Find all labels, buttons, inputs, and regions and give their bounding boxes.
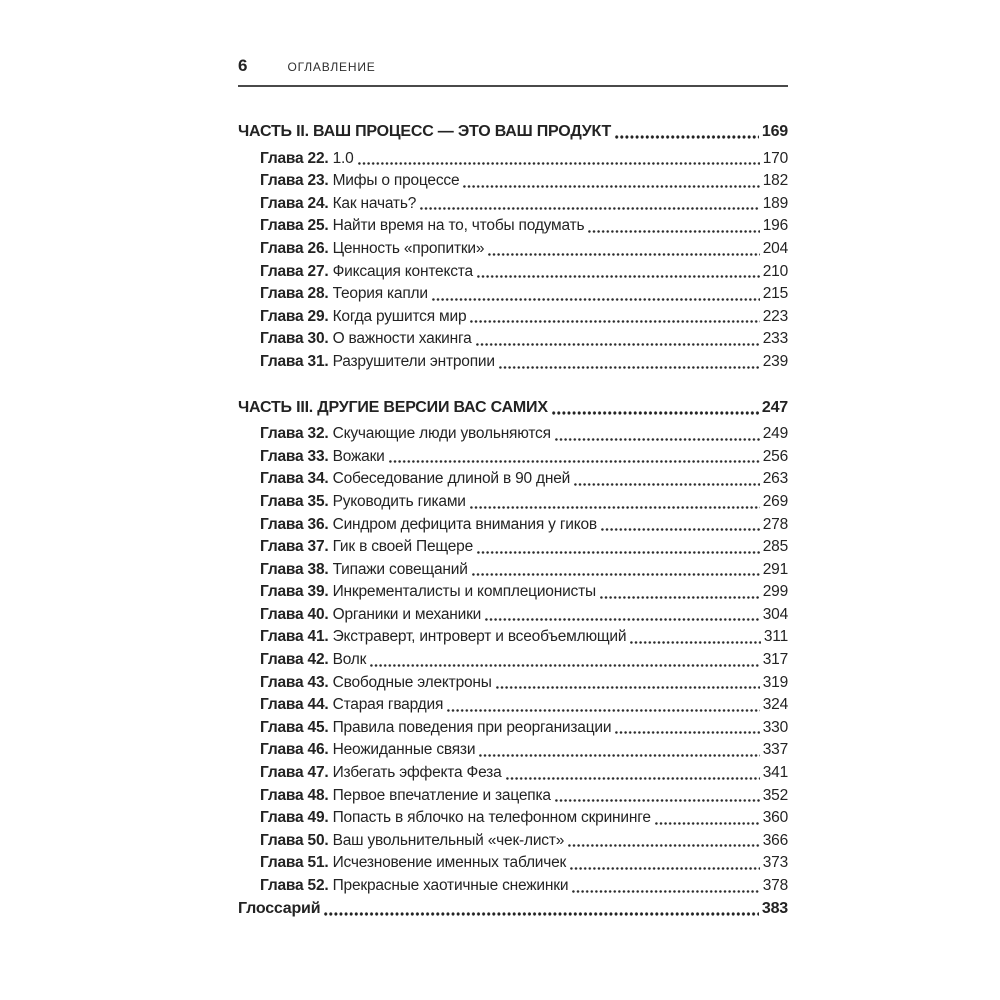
dot-leader <box>499 366 760 369</box>
chapter-title: Правила поведения при реорганизации <box>332 718 612 736</box>
page-number: 6 <box>238 56 248 75</box>
chapter-text <box>260 672 492 695</box>
page-content <box>238 56 788 920</box>
dot-leader <box>600 596 760 599</box>
chapter-title: Избегать эффекта Феза <box>332 764 502 782</box>
chapter-title: О важности хакинга <box>332 330 472 348</box>
chapter-page-number: 278 <box>762 515 788 533</box>
toc-part-row <box>238 121 788 144</box>
chapter-text <box>260 193 416 216</box>
dot-leader <box>552 411 759 415</box>
chapter-text <box>260 717 611 740</box>
chapter-label: Глава 45. <box>260 718 329 736</box>
chapter-title: Волк <box>332 651 367 669</box>
toc-chapter-row <box>238 170 788 193</box>
chapter-text <box>260 875 568 898</box>
toc-chapter-row <box>238 717 788 740</box>
chapter-page-number: 337 <box>762 741 788 759</box>
chapter-label: Глава 51. <box>260 854 329 872</box>
chapter-title: Исчезновение именных табличек <box>332 854 567 872</box>
dot-leader <box>555 438 760 441</box>
chapter-page-number: 373 <box>762 854 788 872</box>
chapter-page-number: 263 <box>762 470 788 488</box>
chapter-label: Глава 52. <box>260 877 329 894</box>
chapter-title: Мифы о процессе <box>332 172 460 190</box>
chapter-text <box>260 446 385 469</box>
chapter-title: Неожиданные связи <box>332 741 476 759</box>
toc-chapter-row <box>238 785 788 808</box>
chapter-label: Глава 38. <box>260 560 329 578</box>
toc-chapter-row <box>238 238 788 261</box>
toc-chapter-row <box>238 306 788 329</box>
chapter-label: Глава 29. <box>260 307 329 325</box>
chapter-label: Глава 35. <box>260 492 329 510</box>
dot-leader <box>615 135 759 139</box>
chapter-text <box>260 148 354 171</box>
toc-chapter-row <box>238 536 788 559</box>
chapter-page-number: 256 <box>762 447 788 465</box>
chapter-label: Глава 23. <box>260 172 329 190</box>
dot-leader <box>615 731 759 734</box>
chapter-title: Типажи совещаний <box>332 560 468 578</box>
toc-chapter-row <box>238 672 788 695</box>
chapter-label: Глава 43. <box>260 673 329 691</box>
chapter-label: Глава 28. <box>260 285 329 303</box>
chapter-label: Глава 37. <box>260 538 329 556</box>
chapter-page-number: 182 <box>762 172 788 190</box>
dot-leader <box>432 298 760 301</box>
dot-leader <box>389 460 760 463</box>
chapter-title: Руководить гиками <box>332 492 466 510</box>
toc-chapter-row <box>238 852 788 875</box>
chapter-list <box>238 148 788 374</box>
dot-leader <box>472 573 760 576</box>
chapter-title: Свободные электроны <box>332 673 492 691</box>
chapter-page-number: 233 <box>762 330 788 348</box>
chapter-title: Инкременталисты и комплеционисты <box>332 583 596 601</box>
chapter-page-number: 215 <box>762 285 788 303</box>
chapter-text <box>260 830 564 853</box>
chapter-page-number: 330 <box>762 718 788 736</box>
dot-leader <box>506 777 760 780</box>
toc-chapter-row <box>238 581 788 604</box>
chapter-page-number: 352 <box>762 786 788 804</box>
dot-leader <box>588 230 759 233</box>
chapter-text <box>260 238 484 261</box>
standalone-page-number: 383 <box>761 899 788 917</box>
dot-leader <box>574 483 760 486</box>
chapter-page-number: 170 <box>762 149 788 167</box>
chapter-title: Собеседование длиной в 90 дней <box>332 470 571 488</box>
chapter-text <box>260 852 566 875</box>
chapter-label: Глава 39. <box>260 583 329 601</box>
chapter-title: Первое впечатление и зацепка <box>332 786 551 804</box>
chapter-page-number: 366 <box>762 831 788 849</box>
chapter-page-number: 299 <box>762 583 788 601</box>
chapter-text <box>260 491 466 514</box>
chapter-title: Органики и механики <box>332 605 482 623</box>
chapter-text <box>260 649 366 672</box>
chapter-page-number: 319 <box>762 673 788 691</box>
chapter-text <box>260 514 597 537</box>
chapter-label: Глава 27. <box>260 262 329 280</box>
page-header <box>238 56 788 87</box>
toc-chapter-row <box>238 328 788 351</box>
chapter-text <box>260 536 473 559</box>
running-head: ОГЛАВЛЕНИЕ <box>287 60 376 74</box>
chapter-title: Вожаки <box>332 447 385 465</box>
toc-chapter-row <box>238 351 788 374</box>
dot-leader <box>463 185 759 188</box>
chapter-label: Глава 49. <box>260 809 329 827</box>
toc-standalone-row <box>238 898 788 921</box>
chapter-text <box>260 283 428 306</box>
chapter-title: Синдром дефицита внимания у гиков <box>332 515 597 533</box>
chapter-text <box>260 328 472 351</box>
toc-chapter-row <box>238 468 788 491</box>
part-page-number: 247 <box>761 398 788 416</box>
chapter-list <box>238 423 788 897</box>
toc-chapter-row <box>238 261 788 284</box>
toc-chapter-row <box>238 626 788 649</box>
chapter-label: Глава 31. <box>260 352 329 370</box>
chapter-text <box>260 785 551 808</box>
chapter-title: Разрушители энтропии <box>332 352 495 370</box>
chapter-label: Глава 30. <box>260 330 329 348</box>
chapter-text <box>260 604 481 627</box>
dot-leader <box>477 275 760 278</box>
chapter-page-number: 378 <box>762 877 788 894</box>
chapter-title: Прекрасные хаотичные снежинки <box>332 877 569 894</box>
chapter-text <box>260 626 626 649</box>
chapter-text <box>260 762 502 785</box>
chapter-text <box>260 739 475 762</box>
chapter-title: Найти время на то, чтобы подумать <box>332 217 585 235</box>
chapter-label: Глава 22. <box>260 149 329 167</box>
chapter-label: Глава 33. <box>260 447 329 465</box>
dot-leader <box>488 253 759 256</box>
chapter-page-number: 311 <box>763 628 788 646</box>
dot-leader <box>370 664 759 667</box>
chapter-text <box>260 694 443 717</box>
toc-chapter-row <box>238 830 788 853</box>
chapter-title: Когда рушится мир <box>332 307 467 325</box>
chapter-label: Глава 24. <box>260 194 329 212</box>
dot-leader <box>324 912 759 916</box>
toc-chapter-row <box>238 491 788 514</box>
toc-chapter-row <box>238 423 788 446</box>
chapter-label: Глава 48. <box>260 786 329 804</box>
chapter-page-number: 317 <box>762 651 788 669</box>
dot-leader <box>601 528 760 531</box>
toc-chapter-row <box>238 762 788 785</box>
dot-leader <box>485 618 760 621</box>
chapter-page-number: 223 <box>762 307 788 325</box>
chapter-label: Глава 36. <box>260 515 329 533</box>
chapter-label: Глава 42. <box>260 651 329 669</box>
table-of-contents <box>238 121 788 920</box>
chapter-title: Фиксация контекста <box>332 262 473 280</box>
chapter-label: Глава 26. <box>260 239 329 257</box>
chapter-page-number: 285 <box>762 538 788 556</box>
toc-part-row <box>238 397 788 420</box>
dot-leader <box>470 506 760 509</box>
dot-leader <box>496 686 760 689</box>
toc-chapter-row <box>238 694 788 717</box>
toc-chapter-row <box>238 215 788 238</box>
chapter-title: Экстраверт, интроверт и всеобъемлющий <box>332 628 627 646</box>
chapter-text <box>260 261 473 284</box>
chapter-title: Старая гвардия <box>332 696 444 714</box>
chapter-page-number: 239 <box>762 352 788 370</box>
chapter-text <box>260 807 651 830</box>
chapter-page-number: 249 <box>762 425 788 443</box>
dot-leader <box>570 867 760 870</box>
chapter-page-number: 304 <box>762 605 788 623</box>
part-title: ЧАСТЬ III. ДРУГИЕ ВЕРСИИ ВАС САМИХ <box>238 398 548 416</box>
chapter-text <box>260 215 584 238</box>
toc-section <box>238 121 788 374</box>
toc-chapter-row <box>238 283 788 306</box>
chapter-label: Глава 44. <box>260 696 329 714</box>
chapter-text <box>260 559 468 582</box>
chapter-text <box>260 351 495 374</box>
chapter-label: Глава 46. <box>260 741 329 759</box>
chapter-page-number: 189 <box>762 194 788 212</box>
chapter-title: Теория капли <box>332 285 428 303</box>
chapter-label: Глава 34. <box>260 470 329 488</box>
toc-chapter-row <box>238 446 788 469</box>
toc-chapter-row <box>238 875 788 898</box>
dot-leader <box>358 162 760 165</box>
chapter-text <box>260 423 551 446</box>
chapter-title: Скучающие люди увольняются <box>332 425 551 443</box>
chapter-page-number: 291 <box>762 560 788 578</box>
toc-chapter-row <box>238 193 788 216</box>
chapter-page-number: 196 <box>762 217 788 235</box>
dot-leader <box>655 822 760 825</box>
toc-chapter-row <box>238 604 788 627</box>
dot-leader <box>420 207 760 210</box>
dot-leader <box>476 343 760 346</box>
toc-section <box>238 397 788 898</box>
toc-chapter-row <box>238 148 788 171</box>
chapter-page-number: 269 <box>762 492 788 510</box>
standalone-title: Глоссарий <box>238 899 321 917</box>
chapter-page-number: 204 <box>762 239 788 257</box>
chapter-text <box>260 306 466 329</box>
chapter-page-number: 210 <box>762 262 788 280</box>
toc-chapter-row <box>238 739 788 762</box>
dot-leader <box>447 709 760 712</box>
chapter-title: Попасть в яблочко на телефонном скрининге <box>332 809 651 827</box>
chapter-page-number: 324 <box>762 696 788 714</box>
chapter-text <box>260 468 570 491</box>
chapter-text <box>260 170 459 193</box>
part-title: ЧАСТЬ II. ВАШ ПРОЦЕСС — ЭТО ВАШ ПРОДУКТ <box>238 123 612 140</box>
dot-leader <box>479 754 759 757</box>
part-page-number: 169 <box>761 123 788 140</box>
toc-chapter-row <box>238 649 788 672</box>
dot-leader <box>630 641 761 644</box>
chapter-page-number: 341 <box>762 764 788 782</box>
toc-chapter-row <box>238 514 788 537</box>
toc-chapter-row <box>238 807 788 830</box>
chapter-label: Глава 25. <box>260 217 329 235</box>
chapter-title: Как начать? <box>332 194 417 212</box>
dot-leader <box>572 890 759 893</box>
chapter-title: 1.0 <box>332 149 354 167</box>
dot-leader <box>568 844 760 847</box>
chapter-label: Глава 41. <box>260 628 329 646</box>
chapter-label: Глава 47. <box>260 764 329 782</box>
chapter-title: Ценность «пропитки» <box>332 239 485 257</box>
chapter-label: Глава 32. <box>260 425 329 443</box>
chapter-page-number: 360 <box>762 809 788 827</box>
chapter-title: Гик в своей Пещере <box>332 538 474 556</box>
chapter-label: Глава 40. <box>260 605 329 623</box>
chapter-text <box>260 581 596 604</box>
dot-leader <box>477 551 760 554</box>
dot-leader <box>470 320 759 323</box>
dot-leader <box>555 799 760 802</box>
chapter-title: Ваш увольнительный «чек-лист» <box>332 831 565 849</box>
toc-chapter-row <box>238 559 788 582</box>
chapter-label: Глава 50. <box>260 831 329 849</box>
